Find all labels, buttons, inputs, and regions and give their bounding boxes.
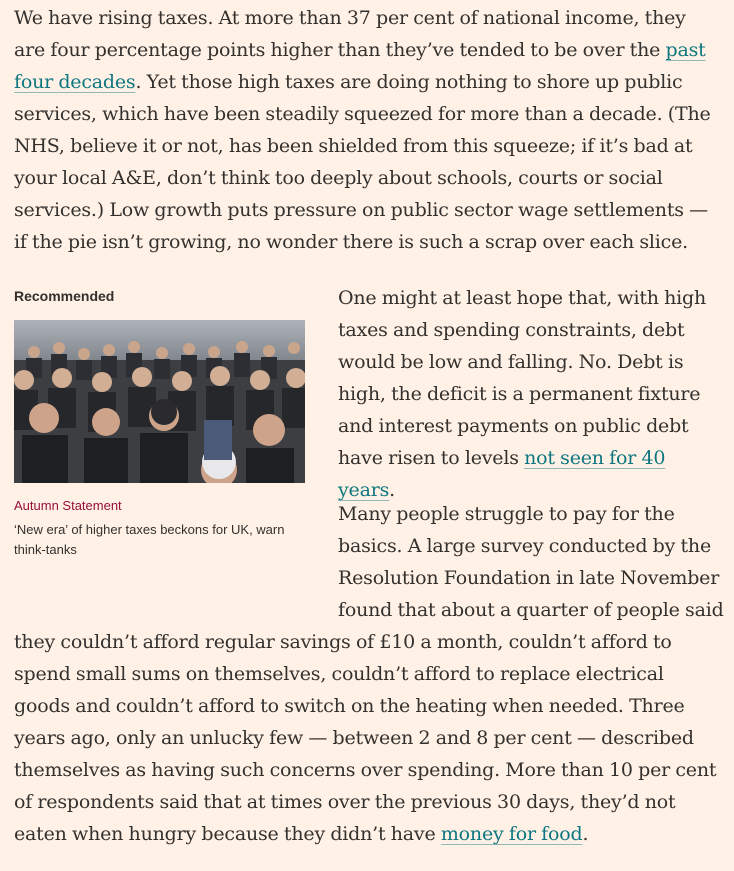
paragraph-2-text: One might at least hope that, with high taxes and spending constraints, debt would be low and falling. No. Debt is high, the deficit is a permanent fixture and interest payments on public debt have risen to levels [338,287,707,469]
paragraph-1 [14,2,718,258]
paragraph-3-text: Many people struggle to pay for the basics. A large survey conducted by the Resolution Foundation in late November found that about a quarter of people said they couldn’t afford regular savings of £10 a month, couldn’t afford to spend small sums on themselves, couldn’t afford to replace electrical goods and couldn’t afford to switch on the heating when needed. Three years ago, only an unlucky few — between 2 and 8 per cent — described themselves as having such concerns over spending. More than 10 per cent of respondents said that at times over the previous 30 days, they’d not eaten when hungry because they didn’t have [14,503,724,845]
paragraph-1-text-end: . Yet those high taxes are doing nothing to shore up public services, which have been steadily squeezed for more than a decade. (The NHS, believe it or not, has been shielded from this squeeze; if it’s bad at your local A&E, don’t think too deeply about schools, courts or social services.) Low growth puts pressure on public sector wage settlements — if the pie isn’t growing, no wonder there is such a scrap over each slice. [14,71,711,253]
link-not-seen-for-40-years[interactable]: not seen for 40 years [338,447,666,501]
recommended-title[interactable]: ‘New era’ of higher taxes beckons for UK, warn think-tanks [14,522,285,557]
link-money-for-food[interactable]: money for food [440,823,583,845]
crowd-photo-illustration [14,320,305,483]
paragraph-3-text-end: . [582,823,589,845]
float-spacer [14,498,338,626]
paragraph-1-text: We have rising taxes. At more than 37 per cent of national income, they are four percentage points higher than they’ve tended to be over the [14,7,686,61]
recommended-heading: Recommended [14,288,115,304]
recommended-image[interactable] [14,320,305,483]
recommended-tag[interactable]: Autumn Statement [14,498,122,513]
paragraph-3-wrapper [14,498,724,850]
link-past-four-decades[interactable]: past four decades [14,39,706,93]
paragraph-2-text-end: . [389,479,395,501]
paragraph-2 [338,282,723,506]
